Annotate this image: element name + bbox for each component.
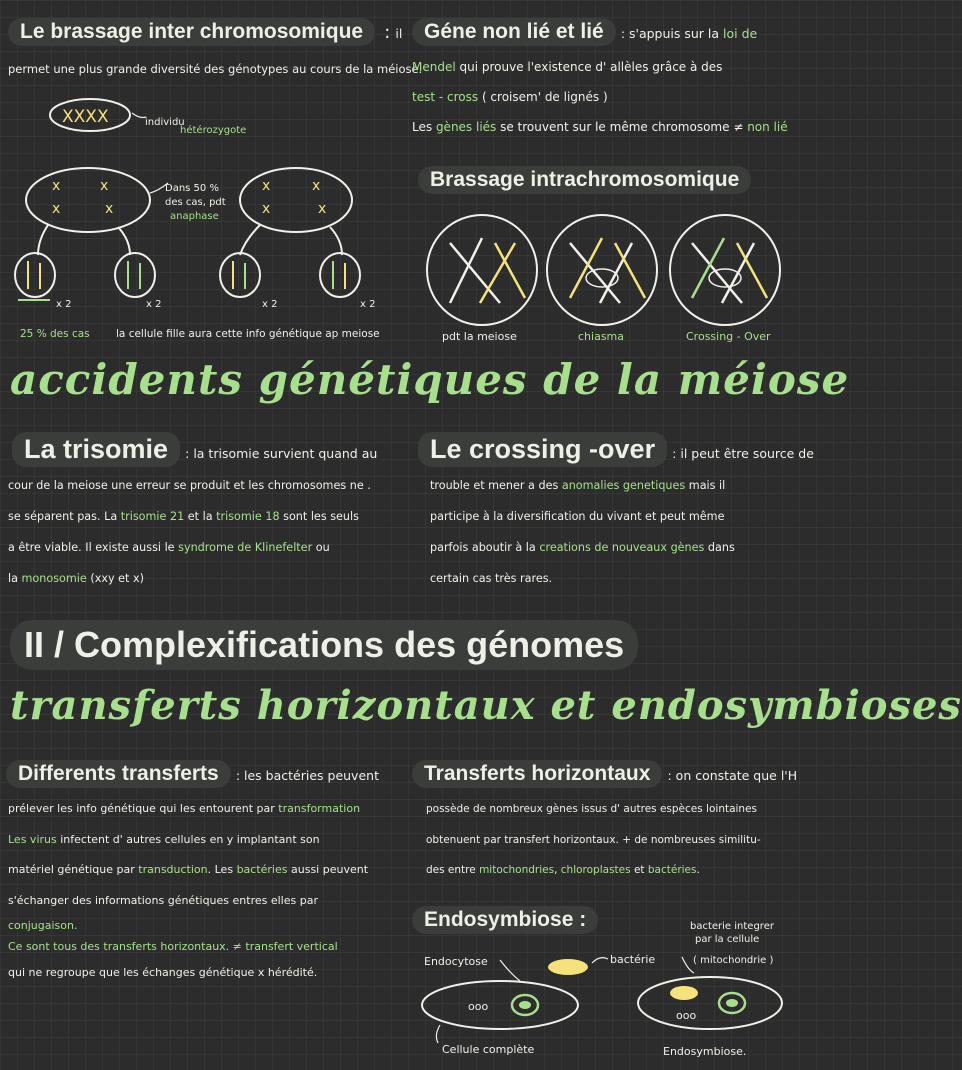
svg-text:x: x <box>312 178 321 194</box>
footer-rest: la cellule fille aura cette info génétique ap meiose <box>116 328 380 340</box>
crossing-over-l2b: anomalies genetiques <box>561 479 686 492</box>
svg-text:ooo: ooo <box>468 1000 489 1013</box>
brassage-inter-title: Le brassage inter chromosomique <box>8 18 375 46</box>
trisomie-section <box>12 432 377 467</box>
trisomie-l3a: se séparent pas. La <box>8 510 121 523</box>
brassage-intra-title: Brassage intrachromosomique <box>418 166 751 194</box>
gene-lie-line1a: : s'appuis sur la <box>620 26 724 41</box>
intra-cell-1 <box>427 215 537 325</box>
differents-l4c: . Les <box>207 863 237 876</box>
differents-l2b: transformation <box>278 802 361 815</box>
intra-cell-2 <box>547 215 657 325</box>
differents-l4e: aussi peuvent <box>287 863 369 876</box>
accidents-title: accidents génétiques de la méiose <box>10 355 850 404</box>
brassage-inter-colon: : <box>384 22 391 43</box>
transferts-h-l4d: chloroplastes <box>560 864 631 876</box>
footer-green: 25 % des cas <box>20 328 90 340</box>
crossing-over-section <box>418 432 814 467</box>
endosymbiose-shape <box>638 977 782 1029</box>
gene-lie-line2b: qui prouve l'existence d' allèles grâce à des <box>455 60 723 74</box>
label-endosymbiose: Endosymbiose. <box>663 1045 747 1058</box>
transferts-h-l4a: des entre <box>426 864 480 876</box>
daughter-cell-3 <box>220 253 260 297</box>
differents-l1: : les bactéries peuvent <box>235 768 379 783</box>
daughter-cell-4 <box>320 253 360 297</box>
endosymbiose-diagram <box>410 915 822 1065</box>
svg-text:x: x <box>318 201 327 217</box>
transferts-h-l4f: bactéries <box>647 864 697 876</box>
cell-left <box>26 168 150 232</box>
gene-lie-line4c: se trouvent sur le même chromosome ≠ <box>496 120 748 134</box>
trisomie-l4a: a être viable. Il existe aussi le <box>8 541 179 554</box>
crossing-over-l3: participe à la diversification du vivant et peut même <box>430 510 725 523</box>
label-integrer-2: par la cellule <box>695 934 760 945</box>
gene-lie-line4d: non lié <box>747 120 788 134</box>
label-cellule: Cellule complète <box>442 1043 535 1056</box>
trisomie-l5a: la <box>8 572 22 585</box>
caption-chiasma: chiasma <box>578 330 625 343</box>
differents-l4d: bactéries <box>236 863 288 876</box>
times-label-3: x 2 <box>262 299 278 310</box>
cellule-complete-shape <box>422 981 578 1029</box>
svg-text:x: x <box>262 201 271 217</box>
transferts-h-l4b: mitochondries <box>479 864 555 876</box>
trisomie-title: La trisomie <box>12 432 180 467</box>
trisomie-l3d: trisomie 18 <box>216 510 280 523</box>
differents-l2a: prélever les info génétique qui les entourent par <box>8 802 279 815</box>
trisomie-l4c: ou <box>312 541 330 554</box>
svg-text:ooo: ooo <box>676 1009 697 1022</box>
label-integrer-1: bacterie integrer <box>690 921 774 932</box>
gene-lie-title: Géne non lié et lié <box>412 18 616 46</box>
transferts-h-l2: possède de nombreux gènes issus d' autres espèces lointaines <box>426 803 758 815</box>
note-line1: Dans 50 % <box>165 183 219 194</box>
crossing-over-l4a: parfois aboutir à la <box>430 541 540 554</box>
crossing-over-l4c: dans <box>704 541 735 554</box>
trisomie-l5b: monosomie <box>21 572 87 585</box>
brassage-intra-diagram <box>420 208 820 348</box>
gene-lie-section <box>412 18 757 46</box>
differents-l4a: matériel génétique par <box>8 863 139 876</box>
individu-chromosomes: XXXX <box>62 107 109 127</box>
times-label-1: x 2 <box>56 299 72 310</box>
daughter-cell-2 <box>115 253 155 297</box>
caption-meiose: pdt la meiose <box>442 330 517 343</box>
transferts-h-l4e: et <box>630 864 648 876</box>
crossing-over-body <box>430 470 735 594</box>
crossing-over-l5: certain cas très rares. <box>430 572 553 585</box>
brassage-inter-diagram <box>0 85 410 350</box>
times-label-2: x 2 <box>146 299 162 310</box>
cell-right <box>240 168 352 232</box>
svg-text:x: x <box>100 178 109 194</box>
differents-l6: conjugaison. <box>8 919 78 932</box>
transferts-script-title: transferts horizontaux et endosymbioses <box>10 682 962 729</box>
gene-lie-line3a: test - cross <box>412 90 479 104</box>
label-integrer-3: ( mitochondrie ) <box>693 955 774 966</box>
transferts-h-l4c: , <box>554 864 561 876</box>
gene-lie-line4a: Les <box>412 120 436 134</box>
trisomie-l5c: (xxy et x) <box>86 572 144 585</box>
label-individu: individu <box>145 117 185 128</box>
crossing-over-l1: : il peut être source de <box>672 446 814 461</box>
brassage-intra-section <box>418 166 751 194</box>
trisomie-l4b: syndrome de Klinefelter <box>178 541 313 554</box>
trisomie-l2: cour de la meiose une erreur se produit et les chromosomes ne . <box>8 479 371 492</box>
endosymbiose-title: Endosymbiose : <box>412 906 598 934</box>
daughter-cell-1 <box>15 253 55 297</box>
trisomie-l3e: sont les seuls <box>279 510 359 523</box>
crossing-over-title: Le crossing -over <box>418 432 667 467</box>
svg-text:x: x <box>262 178 271 194</box>
differents-l8: qui ne regroupe que les échanges génétique x hérédité. <box>8 966 318 979</box>
gene-lie-line2a: Mendel <box>412 60 456 74</box>
bacterie-shape <box>548 959 588 975</box>
transferts-h-section <box>412 760 797 788</box>
brassage-inter-intro: permet une plus grande diversité des génotypes au cours de la méiose. <box>8 62 423 76</box>
svg-text:x: x <box>52 201 61 217</box>
differents-l7a: Ce sont tous des transferts horizontaux. <box>8 940 230 953</box>
individu-arrow <box>132 113 146 118</box>
note-line2: des cas, pdt <box>165 197 226 208</box>
transferts-h-l3: obtenuent par transfert horizontaux. + de nombreuses similitu- <box>426 833 761 846</box>
label-heterozygote: hétérozygote <box>180 125 247 136</box>
label-bacterie: bactérie <box>610 953 656 966</box>
svg-text:x: x <box>105 201 114 217</box>
differents-title: Differents transferts <box>6 760 231 788</box>
trisomie-l3c: et la <box>184 510 217 523</box>
brassage-inter-intro-start: il <box>395 26 403 41</box>
differents-l5: s'échanger des informations génétiques entres elles par <box>8 893 318 907</box>
crossing-over-l2a: trouble et mener a des <box>430 479 562 492</box>
gene-lie-body <box>412 52 788 142</box>
gene-lie-line3b: ( croisem' de lignés ) <box>478 90 608 104</box>
section2-block <box>10 620 638 670</box>
crossing-over-l2c: mais il <box>685 479 726 492</box>
gene-lie-line1b: loi de <box>723 26 758 41</box>
trisomie-l1: : la trisomie survient quand au <box>185 446 378 461</box>
transferts-h-l4g: . <box>696 864 700 876</box>
trisomie-body <box>8 470 371 594</box>
brassage-inter-section <box>8 18 402 46</box>
intra-cell-3 <box>670 215 780 325</box>
transferts-h-l1: : on constate que l'H <box>667 768 798 783</box>
section2-title: II / Complexifications des génomes <box>10 620 638 670</box>
differents-l3a: Les virus <box>8 832 57 846</box>
svg-text:x: x <box>52 178 61 194</box>
differents-body <box>8 794 368 988</box>
differents-l4b: transduction <box>138 863 208 876</box>
differents-l3b: infectent d' autres cellules en y implantant son <box>56 832 320 846</box>
label-endocytose: Endocytose <box>424 955 488 968</box>
trisomie-l3b: trisomie 21 <box>120 510 185 523</box>
gene-lie-line4b: gènes liés <box>435 120 497 134</box>
note-line3: anaphase <box>170 211 219 222</box>
differents-l7b: ≠ transfert vertical <box>229 940 338 953</box>
times-label-4: x 2 <box>360 299 376 310</box>
transferts-h-title: Transferts horizontaux <box>412 760 662 788</box>
differents-section <box>6 760 379 788</box>
transferts-h-body <box>426 794 761 886</box>
caption-crossing: Crossing - Over <box>686 330 771 343</box>
crossing-over-l4b: creations de nouveaux gènes <box>539 541 705 554</box>
